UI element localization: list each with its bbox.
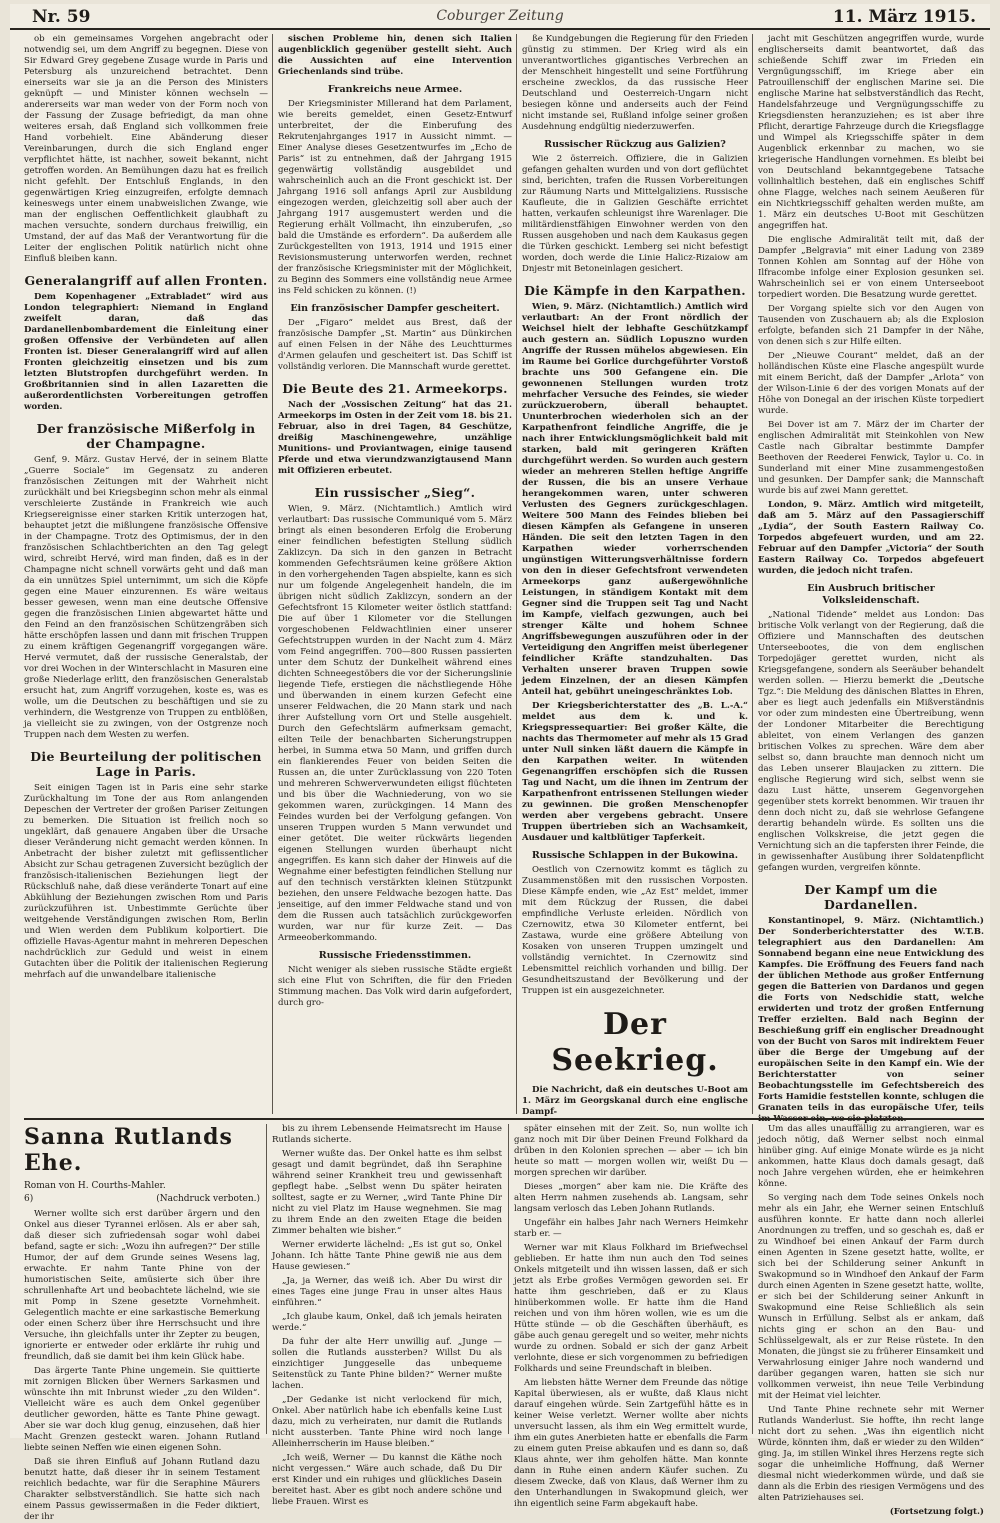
novel-text: Werner erwiderte lächelnd: „Es ist gut so, Onkel Johann. Ich hätte Tante Phine gewiß nie aus dem Hause gewiesen.“ bbox=[272, 1240, 502, 1272]
column-4 bbox=[758, 34, 984, 1114]
article-heading: Russischer Rückzug aus Galizien? bbox=[544, 139, 726, 150]
novel-text: „Ich weiß, Werner — Du kannst die Käthe noch nicht vergessen.“ Wäre auch schade, daß Du Dir erst Kinder und ein ruhiges und glückliches Dasein bereitet hast. Aber es gibt noch andere schöne und liebe Frauen. Wirst es bbox=[272, 1453, 502, 1507]
article-text: Genf, 9. März. Gustav Hervé, der in seinem Blatte „Guerre Sociale“ im Gegensatz zu anderen französischen Zeitungen mit der Wahrheit nicht zurückhält und bei Kriegsbeginn schon mehr als einmal verschleierte Zustände in Frankreich wie auch Kriegsereignisse einer starken Kritik unterzogen hat, behauptet jetzt die mißlungene französische Offensive in der Champagne. Trotz des Optimismus, der in den französischen Schlachtberichten an den Tag gelegt wird, schreibt Hervé, wird man finden, daß es in der Champagne nicht schnell vorwärts geht und daß man da ein unnützes Spiel unternimmt, um sich die Köpfe gegen eine Mauer einzurennen. Es wäre weitaus besser gewesen, wenn man eine deutsche Offensive gegen die französischen Linien abgewartet hätte und den Feind an den französischen Schützengräben sich hätte erschöpfen lassen und dann mit frischen Truppen zu einem kräftigen Gegenangriff vorgegangen wäre. Hervé vermutet, daß der russische Generalstab, der vor drei Wochen in der Winterschlacht in Masuren eine große Niederlage erlitt, den französischen Generalstab ersucht hat, zum Angriff vorzugehen, koste es, was es wolle, um die Deutschen zu beschäftigen und sie zu verhindern, die Westgrenze von Truppen zu entblößen, ja vielleicht sie zu zwingen, von der Ostgrenze noch Truppen nach dem Westen zu werfen. bbox=[24, 455, 268, 740]
novel-author: Roman von H. Courths-Mahler. bbox=[24, 1181, 166, 1191]
article-text: Oestlich von Czernowitz kommt es täglich zu Zusammenstößen mit den russischen Vorposten. Diese Kämpfe enden, wie „Az Est“ meldet, immer mit dem Rückzug der Russen, die dabei empfindliche Verluste erleiden. Nördlich von Czernowitz, etwa 30 Kilometer entfernt, bei Zastawa, wurde eine größere Abteilung von Kosaken von unseren Truppen umzingelt und vollständig vernichtet. In Czernowitz sind Lebensmittel reichlich vorhanden und billig. Der Gesundheitszustand der Bevölkerung und der Truppen ist ein ausgezeichneter. bbox=[522, 865, 748, 996]
chapter-number: 6) bbox=[24, 1194, 34, 1204]
article-heading: Ein französischer Dampfer gescheitert. bbox=[290, 303, 500, 314]
section-heading-seekrieg: Der Seekrieg. bbox=[551, 1007, 719, 1078]
article-text: Wien, 9. März. (Nichtamtlich.) Amtlich wird verlautbart: Das russische Communiqué vom 5. März bringt als einen besonderen Erfolg die Eroberung einer feindlichen befestigten Stellung südlich Zaklizcyn. Da sich in den ganzen in Betracht kommenden Gefechtsräumen keine größere Aktion in den vorhergehenden Tagen abspielte, kann es sich nur um folgende Angelegenheit handeln, die im übrigen nicht südlich Zaklizcyn, sondern an der Gefechtsfront 15 Kilometer weiter östlich stattfand: Die auf über 1 Kilometer vor die Stellungen vorgeschobenen Feldwachtlinien einer unserer Gefechtstruppen wurden in der Nacht zum 4. März vom Feind angegriffen. 700—800 Russen passierten unter dem Schutz der Dunkelheit während eines dichten Schneegestöbers die vor der Sicherungslinie liegende Tiefe, erstiegen die nächstliegende Höhe und überwanden in einem kurzen Gefecht eine unserer Feldwachen, die 20 Mann stark und nach ihrer Aufstellung vorn Ort und Stelle ausgehielt. Durch den Gefechtslärm aufmerksam gemacht, eilten Teile der benachbarten Sicherungstruppen herbei, in Summa etwa 50 Mann, und griffen durch ein flankierendes Feuer von beiden Seiten die Russen an, die unter Zurücklassung von 220 Toten und mehreren Schwerverwundeten eiligst flüchteten und bis über die Wachniederung, von wo sie gekommen waren, zurückgingen. 14 Mann des Feindes wurden bei der Verfolgung gefangen. Von unseren Truppen wurden 5 Mann verwundet und einer getötet. Die weiter rückwärts liegenden eigenen Stellungen wurden überhaupt nicht angegriffen. Es kann sich daher der Hinweis auf die Wegnahme einer befestigten feindlichen Stellung nur auf den technisch verstärkten kleinen Stützpunkt beziehen, den unsere Feldwache bezogen hatte. Das jenseitige, auf den immer Feldwache stand und von dem die Russen auch tatsächlich zurückgeworfen wurden, war nur für kurze Zeit. — Das Armeeoberkommando. bbox=[278, 504, 512, 943]
article-heading: Frankreichs neue Armee. bbox=[327, 84, 463, 95]
column-divider bbox=[752, 1124, 753, 1434]
article-text: Nach der „Vossischen Zeitung“ hat das 21. Armeekorps im Osten in der Zeit vom 18. bis 21. Februar, also in drei Tagen, 84 Geschütze, dreißig Maschinengewehre, unzählige Munitions- und Proviantwagen, einige tausend Pferde und etwa vierundzwanzigtausend Mann mit Offizieren erbeutet. bbox=[278, 400, 512, 476]
article-text: Wien, 9. März. (Nichtamtlich.) Amtlich wird verlautbart: An der Front nördlich der Weichsel hielt der lebhafte Geschützkampf auch gestern an. Südlich Lopuszno wurden Angriffe der Russen mühelos abgewiesen. Ein im Raume bei Gorlice durchgeführter Vorstoß brachte uns 500 Gefangene ein. Die gewonnenen Stellungen wurden trotz mehrfacher Versuche des Feindes, sie wieder zurückzuerobern, überall behauptet. Ununterbrochen wiederholen sich an der Karpathenfront feindliche Angriffe, die je nach ihrer Entwicklungsmöglichkeit bald mit starken, bald mit geringeren Kräften durchgeführt werden. So wurden auch gestern wieder an mehreren Stellen heftige Angriffe der Russen, die bis an unsere Verhaue herangekommen waren, unter schweren Verlusten des Gegners zurückgeschlagen. Weitere 500 Mann des Feindes blieben bei diesen Kämpfen als Gefangene in unseren Händen. Die seit den letzten Tagen in den Karpathen wieder vorherrschenden ungünstigen Witterungsverhältnisse fordern von den in dieser Gefechtsfront verwendeten Armeekorps ganz außergewöhnliche Leistungen, in ständigem Kontakt mit dem Gegner sind die Truppen seit Tag und Nacht im Kampfe, vielfach gezwungen, auch bei strenger Kälte und hohem Schnee Angriffsbewegungen auszuführen oder in der Verteidigung den Angriffen meist überlegener feindlicher Kräfte standzuhalten. Das Verhalten unserer braven Truppen sowie jedem Einzelnen, der an diesen Kämpfen Anteil hat, gebührt uneingeschränktes Lob. bbox=[522, 302, 748, 697]
article-text: Der Kriegsminister Millerand hat dem Parlament, wie bereits gemeldet, einen Gesetz-Entwurf unterbreitet, der die Einberufung des Rekrutenjahrganges 1917 in Aussicht nimmt. — Einer Analyse dieses Gesetzentwurfes im „Echo de Paris“ ist zu entnehmen, daß der Jahrgang 1915 gegenwärtig vollständig ausgebildet und wahrscheinlich auch an die Front geschickt ist. Der Jahrgang 1916 soll anfangs April zur Ausbildung eingezogen werden, gleichzeitig soll aber auch der Jahrgang 1917 ausgemustert werden und die Regierung erhält Vollmacht, ihn einzuberufen, „so bald die Umstände es erfordern“. Da außerdem alle Zurückgestellten von 1913, 1914 und 1915 einer Revisionsmusterung unterworfen werden, rechnet der französische Kriegsminister mit der Möglichkeit, zu Beginn des Sommers eine vollständig neue Armee ins Feld schicken zu können. (!) bbox=[278, 99, 512, 296]
novel-text: Dieses „morgen“ aber kam nie. Die Kräfte des alten Herrn nahmen zusehends ab. Langsam, sehr langsam verlosch das Leben Johann Rutlands. bbox=[514, 1182, 748, 1214]
novel-column-4 bbox=[758, 1124, 984, 1517]
copyright-note: (Nachdruck verboten.) bbox=[156, 1194, 260, 1204]
masthead bbox=[10, 4, 990, 30]
novel-text: Am liebsten hätte Werner dem Freunde das nötige Kapital überwiesen, als er wußte, daß Klaus nicht darauf eingehen würde. Sein Zartgefühl hätte es in keiner Weise verletzt. Werner wollte aber nichts unversucht lassen, als ihm ein Weg ermittelt wurde, ihm ein gutes Anerbieten hatte er ebenfalls die Farm zu einem guten Preise abkaufen und es dann so, daß Klaus ahnte, wer ihm geholfen hätte. Man konnte dann in Ruhe einen andern Käufer suchen. Zu diesem Zwecke, daß von Klaus, daß Werner ihm zu den Unterhandlungen in Swakopmund gleich, wer ihn eigentlich seine Farm abgekauft habe. bbox=[514, 1378, 748, 1509]
novel-text: bis zu ihrem Lebensende Heimatsrecht im Hause Rutlands sicherte. bbox=[272, 1124, 502, 1145]
article-text: Nicht weniger als sieben russische Städte ergießt sich eine Flut von Schriften, die für den Frieden Stimmung machen. Das Volk wird darin aufgefordert, durch gro- bbox=[278, 965, 512, 1008]
article-text: Der Vorgang spielte sich vor den Augen von Tausenden von Zuschauern ab; als die Explosion erfolgte, befanden sich 21 Dampfer in der Nähe, von denen sich s zur Hilfe eilten. bbox=[758, 304, 984, 347]
article-text: ße Kundgebungen die Regierung für den Frieden günstig zu stimmen. Der Krieg wird als ein unverantwortliches gigantisches Verbrechen an der Menschheit hingestellt und seine Fortführung erscheine zwecklos, da das russische Heer Deutschland und Oesterreich-Ungarn nicht besiegen könne und anderseits auch der Feind nicht imstande sei, Rußland infolge seiner großen Ausdehnung endgültig niederzuwerfen. bbox=[522, 34, 748, 132]
column-3 bbox=[522, 34, 748, 1117]
article-heading: Russische Schlappen in der Bukowina. bbox=[531, 850, 739, 861]
novel-text: „Ja, ja Werner, das weiß ich. Aber Du wirst dir eines Tages eine junge Frau in unser altes Haus einführen.“ bbox=[272, 1276, 502, 1308]
column-divider bbox=[752, 34, 753, 1114]
article-text: Der „Nieuwe Courant“ meldet, daß an der holländischen Küste eine Flasche angespült wurde mit einem Bericht, daß der Dampfer „Arlota“ von der Wilson-Linie 6 der des vorigen Monats auf der Höhe von Donegal an der irischen Küste torpediert wurde. bbox=[758, 351, 984, 416]
newspaper-title: Coburger Zeitung bbox=[436, 8, 564, 24]
article-text: Konstantinopel, 9. März. (Nichtamtlich.) Der Sonderberichterstatter des W.T.B. telegraphiert aus den Dardanellen: Am Sonnabend begann eine neue Entwicklung des Kampfes. Die Eröffnung des Feuers fand nach der üblichen Methode aus großer Entfernung gegen die Batterien von Dardanos und gegen die Forts von Nedschidie statt, welche erwiderten und trotz der großen Entfernung Treffer erzielten. Bald nach Beginn der Beschießung griff ein englischer Dreadnought von der Bucht von Saros mit indirektem Feuer über die Berge der Umgebung auf der europäischen Seite in den Kampf ein. Wie der Berichterstatter von seiner Beobachtungsstelle im Gefechtsbereich des Forts Hamidie feststellen konnte, schlugen die Granaten teils in das europäische Ufer, teils bbox=[758, 916, 984, 1113]
column-1 bbox=[24, 34, 268, 1114]
article-text: Dem Kopenhagener „Extrabladet“ wird aus London telegraphiert: Niemand in England zweifelt daran, daß das Dardanellenbombardement die Einleitung einer großen Offensive der Verbündeten auf allen Fronten ist. Dieser Generalangriff wird auf allen Fronten gleichzeitig einsetzen und bis zum letzten Blutstropfen durchgeführt werden. In Großbritannien sind in allen Lazaretten die außerordentlichsten Vorbereitungen getroffen worden. bbox=[24, 292, 268, 412]
column-divider bbox=[272, 34, 273, 1114]
novel-text: Um das alles unauffällig zu arrangieren, war es jedoch nötig, daß Werner selbst noch einmal hinüber ging. Auf einige Monate würde es ja nicht ankommen, hatte Klaus doch damals gesagt, daß noch Jahre vergehen würden, ehe er heimkehren könne. bbox=[758, 1124, 984, 1189]
article-text: Die englische Admiralität teilt mit, daß der Dampfer „Belgravia“ mit einer Ladung von 2389 Tonnen Kohlen am Sonntag auf der Höhe von Ilfracombe infolge einer Explosion gesunken sei. Wahrscheinlich sei er von einem Unterseeboot torpediert worden. Die Besatzung wurde gerettet. bbox=[758, 235, 984, 300]
continuation-note: (Fortsetzung folgt.) bbox=[889, 1507, 984, 1517]
novel-title: Sanna Rutlands Ehe. bbox=[24, 1124, 233, 1176]
article-text: ob ein gemeinsames Vorgehen angebracht oder notwendig sei, um dem Angriff zu begegnen. Diese von Sir Edward Grey gegebene Zusage wurde in Paris und Petersburg als unzureichend betrachtet. Denn einerseits war sie ja an die Person des Ministers geknüpft — und Minister können wechseln — andererseits war man weder von der Form noch von der Fassung der Zusage befriedigt, da man ohne weiteres ersah, daß England sich vollkommen freie Hand vorbehielt. Eine Abänderung dieser Vereinbarungen, durch die sich England enger verpflichtet hätte, ist nachher, soweit bekannt, nicht getroffen worden. An Bemühungen dazu hat es freilich nicht gefehlt. Der Entschluß Englands, in den gegenwärtigen Krieg einzugreifen, erfolgte demnach keineswegs unter einem unabweislichen Zwange, wie man der englischen Oeffentlichkeit glaubhaft zu machen versuchte, sondern durchaus freiwillig, ein Umstand, der auf das Maß der Verantwortung für die Leiter der englischen Politik natürlich nicht ohne Einfluß bleiben kann. bbox=[24, 34, 268, 264]
article-text: Der Kriegsberichterstatter des „B. L.-A.“ meldet aus dem k. und k. Kriegspressequartier: Bei großer Kälte, die nachts das Thermometer auf mehr als 15 Grad unter Null sinken läßt dauern die Kämpfe in den Karpathen weiter. In wütenden Gegenangriffen erschöpfen sich die Russen Tag und Nacht, um die ihnen im Zentrum der Karpathenfront entrissenen Stellungen wieder zu gewinnen. Die großen Menschenopfer werden aber vergebens gebracht. Unsere Truppen übertrieben sich an Wachsamkeit, Ausdauer und kaltblütiger Tapferkeit. bbox=[522, 701, 748, 843]
novel-text: Daß sie ihren Einfluß auf Johann Rutland dazu benutzt hatte, daß dieser ihr in seinem Testament reichlich bedachte, war für die Seraphine Mäurers Charakter selbstverständlich. Sie hatte sich nach einem Passus gewissermaßen in die Feder diktiert, der ihr bbox=[24, 1457, 260, 1522]
article-text: „National Tidende“ meldet aus London: Das britische Volk verlangt von der Regierung, daß die Offiziere und Mannschaften des deutschen Unterseebootes, die von dem englischen Torpedojäger gerettet wurden, nicht als Kriegsgefangene, sondern als Seeräuber behandelt werden sollen. — Hierzu bemerkt die „Deutsche Tgz.“: Die Meldung des dänischen Blattes in Ehren, aber es liegt auch jedenfalls ein Mißverständnis vor oder zum mindesten eine Übertreibung, wenn der Londoner Mitarbeiter die Berechtigung ableitet, von einem Verlangen des ganzen britischen Volkes zu sprechen. Wäre dem aber selbst so, dann brauchte man dennoch nicht um das Leben unserer Blaujacken zu zittern. Die englische Regierung wird sich, selbst wenn sie dazu Lust hätte, unserem Gegenvorgehen gegenüber stets korrekt benommen. Wir trauen ihr denn doch nicht zu, daß sie wehrlose Gefangene derartig behandeln würde. Es sollten uns die englischen Volkskreise, die jetzt gegen die Vernichtung sich an die tapfersten ihrer Feinde, die in gewissenhafter Ausübung ihrer Soldatenpflicht gefangen wurden, vergreifen könnte. bbox=[758, 610, 984, 873]
novel-text: Da fuhr der alte Herr unwillig auf. „Junge — sollen die Rutlands aussterben? Willst Du als einzichtiger Junggeselle das unbequeme Seitenstück zu Tante Phine bilden?“ Werner mußte lachen. bbox=[272, 1337, 502, 1391]
novel-text: So verging nach dem Tode seines Onkels noch mehr als ein Jahr, ehe Werner seinen Entschluß ausführen konnte. Er hatte dann noch allerlei Anordnungen zu treffen, und so geschah es, daß er zu Windhoef bei einen Ankauf der Farm durch einen Agenten in Szene gesetzt hatte, wollte, er sich bei der Schilderung seiner Ankunft in Swakopmund so in Windhoef den Ankauf der Farm durch einen Agenten in Szene gesetzt hatte, wollte, er sich bei der Schilderung seiner Ankunft in Swakopmund eine Reise Schließlich als sein Wunsch in Erfüllung. Selbst als er ankam, daß nichts ging er schon an den Bau- und Schlüsselgewalt, als er zur Reise rüstete. In den Monaten, die jüngst sie zu früherer Einsamkeit und Verwahrlosung einiger Jahre noch wandernd und darüber gegangen waren, hatten sie sich nur vollkommen verweist, ihn neue Teile Verbindung mit der Heimat viel leichter. bbox=[758, 1193, 984, 1401]
article-text: London, 9. März. Amtlich wird mitgeteilt, daß am 5. März auf den Passagierschiff „Lydia“, der South Eastern Railway Co. Torpedos abgefeuert wurden, und am 22. Februar auf den Dampfer „Victoria“ der South Eastern Railway Co. Torpedos abgefeuert wurden, die jedoch nicht trafen. bbox=[758, 500, 984, 576]
article-text: Seit einigen Tagen ist in Paris eine sehr starke Zurückhaltung im Tone der aus Rom anlangenden Depeschen der Vertreter der großen Pariser Zeitungen zu bemerken. Die Situation ist freilich noch so ungeklärt, daß genauere Angaben über die Ursache dieser Veränderung nicht gemacht werden können. In Anbetracht der bisher zuletzt mit geflissentlicher Absicht zur Schau getragenen Zuversicht bezüglich der französisch-italienischen Beziehungen liegt der Rückschluß nahe, daß diese veränderte Tonart auf eine Abkühlung der Beziehungen zwischen Rom und Paris zurückzuführen ist. Unbestimmte Gerüchte über weitgehende Verständigungen zwischen Rom, Berlin und Wien werden dem Publikum kolportiert. Die offizielle Havas-Agentur mahnt in mehreren Depeschen nachdrücklich zur Geduld und weist in einem Gutachten über die Politik der italienischen Regierung mehrfach auf die unwandelbare italienische bbox=[24, 783, 268, 980]
novel-meta bbox=[24, 1194, 260, 1205]
section-divider bbox=[24, 1118, 984, 1120]
article-text: sischen Probleme hin, denen sich Italien augenblicklich gegenüber gestellt sieht. Auch die Aussichten auf eine Intervention Griechenlands sind trübe. bbox=[278, 34, 512, 77]
novel-text: „Der Gedanke ist nicht verlockend für mich, Onkel. Aber natürlich habe ich ebenfalls keine Lust dazu, mich zu verheiraten, nur damit die Rutlands nicht aussterben. Tante Phine wird noch lange Alleinherrscherin im Hause bleiben.“ bbox=[272, 1395, 502, 1449]
article-heading: Russische Friedensstimmen. bbox=[318, 950, 472, 961]
article-text: Der „Figaro“ meldet aus Brest, daß der französische Dampfer „St. Martin“ aus Dünkirchen auf einen Felsen in der Nähe des Leuchtturmes d'Armen gelaufen und gescheitert ist. Das Schiff ist vollständig verloren. Die Mannschaft wurde gerettet. bbox=[278, 318, 512, 372]
article-heading: Ein Ausbruch britischer Volksleidenschaft. bbox=[807, 583, 935, 606]
article-text: jacht mit Geschützen angegriffen wurde, wurde englischerseits damit beantwortet, daß das schießende Schiff zwar im Frieden ein Vergnügungsschiff, im Kriege aber ein Patrouillenschiff der englischen Marine sei. Die englische Marine hat selbstverständlich das Recht, Handelsfahrzeuge und Vergnügungsschiffe zu Kriegsdiensten heranzuziehen; es ist aber ihre Pflicht, derartige Fahrzeuge durch die Kriegsflagge und Wimpel als Kriegsschiffe später in dem Augenblick erkennbar zu machen, wo sie kriegerische Handlungen vornehmen. Es bleibt bei von Deutschland bekanntgegebene Tatsache vollinhaltlich bestehen, daß ein englisches Schiff ohne Flagge, welches nach seinem Aeußeren für ein Nichtkriegsschiff gehalten werden mußte, am 1. März ein deutsches U-Boot mit Geschützen angegriffen hat. bbox=[758, 34, 984, 231]
article-text: Wie 2 österreich. Offiziere, die in Galizien gefangen gehalten wurden und von dort geflüchtet sind, berichten, trafen die Russen Vorbereitungen zur Räumung Narts und Mittelgaliziens. Russische Kaufleute, die in Galizien Geschäfte errichtet hatten, verkaufen schleunigst ihre Warenlager. Die militärdienstfähigen Einwohner werden von den Russen ausgehoben und nach dem Kaukasus gegen die Türken geschickt. Lemberg sei nicht befestigt worden, doch werde die Linie Halicz-Rizaiow am Dnjestr mit Betoneinlagen gesichert. bbox=[522, 154, 748, 274]
article-heading: Generalangriff auf allen Fronten. bbox=[24, 273, 268, 288]
article-heading: Die Beute des 21. Armeekorps. bbox=[282, 381, 508, 396]
column-2 bbox=[278, 34, 512, 1114]
novel-column-2 bbox=[272, 1124, 502, 1507]
novel-text: später einsehen mit der Zeit. So, nun wollte ich ganz noch mit Dir über Deinen Freund Folkhard da drüben in den Kolonien sprechen — aber — ich bin heute so matt — morgen wollen wir, weißt Du — morgen sprechen wir darüber. bbox=[514, 1124, 748, 1178]
novel-text: Das ärgerte Tante Phine ungemein. Sie quittierte mit zornigen Blicken über Werners Sarkasmen und wünschte ihn mit Inbrunst wieder „zu den Wilden“. Vielleicht wäre es auch dem Onkel gegenüber deutlicher geworden, hätte es Tante Phine gewagt. Aber sie war doch klug genug, einzusehen, daß hier Macht Grenzen gesteckt waren. Johann Rutland liebte seinen Neffen wie einen eigenen Sohn. bbox=[24, 1366, 260, 1453]
novel-text: Ungefähr ein halbes Jahr nach Werners Heimkehr starb er. — bbox=[514, 1218, 748, 1239]
article-text: Bei Dover ist am 7. März der im Charter der englischen Admiralität mit Steinkohlen von New Castle nach Gibraltar bestimmte Dampfer Beethoven der Reederei Fenwick, Taylor u. Co. in Sunderland mit einer Mine zusammengestoßen und gesunken. Der Dampfer sank; die Mannschaft wurde bis auf zwei Mann gerettet. bbox=[758, 420, 984, 496]
article-text: Die Nachricht, daß ein deutsches U-Boot am 1. März im Georgskanal durch eine englische Dampf- bbox=[522, 1085, 748, 1117]
novel-text: Werner wollte sich erst darüber ärgern und den Onkel aus dieser Tyrannei erlösen. Als er aber sah, daß dieser sich zufriedensah sogar wohl dabei befand, sagte er sich: „Wozu ihn aufregen?“ Der stille Humor, der auf dem Grunde seines Wesens lag, erwachte. Er nahm Tante Phine von der humoristischen Seite, amüsierte sich über ihre schrullenhafte Art und beobachtete lächelnd, wie sie mit Pomp in Szene gesetzte Vornehmheit. Gelegentlich machte er eine sarkastische Bemerkung oder einen Scherz über ihre Herrschsucht und ihre Versuche, ihn gleichfalls unter ihr Zepter zu beugen, ignorierte er entweder oder erklärte ihr ruhig und freundlich, daß sie damit bei ihm kein Glück habe. bbox=[24, 1209, 260, 1362]
novel-column-1 bbox=[24, 1124, 260, 1522]
novel-text: Werner wußte das. Der Onkel hatte es ihm selbst gesagt und damit begründet, daß ihn Seraphine während seiner Krankheit treu und gewissenhaft gepflegt habe. „Selbst wenn Du später heiraten solltest, sagte er zu Werner, „wird Tante Phine Dir nicht zu viel Platz im Hause wegnehmen. Sie mag zu ihrem Ende an den zweiten Etage die beiden Zimmer behalten wie bisher.“ bbox=[272, 1149, 502, 1236]
novel-text: Und Tante Phine rechnete sehr mit Werner Rutlands Wanderlust. Sie hoffte, ihn recht lange nicht dort zu sehen. „Was ihn eigentlich nicht Würde, könnten ihm, daß er wieder zu den Wilden“ ging. Ja, im stillen Winkel ihres Herzens regte sich sogar die unheimliche Hoffnung, daß Werner diesmal nicht wiederkommen würde, und daß sie dann als die Erbin des riesigen Vermögens und des alten Patriziehauses sei. bbox=[758, 1405, 984, 1503]
article-heading: Die Beurteilung der politischen Lage in Paris. bbox=[30, 749, 262, 779]
issue-number: Nr. 59 bbox=[32, 7, 91, 27]
issue-date: 11. März 1915. bbox=[832, 7, 976, 27]
novel-column-3 bbox=[514, 1124, 748, 1509]
article-heading: Die Kämpfe in den Karpathen. bbox=[524, 283, 746, 298]
newspaper-page bbox=[10, 4, 990, 1522]
article-heading: Ein russischer „Sieg“. bbox=[314, 485, 476, 500]
novel-text: „Ich glaube kaum, Onkel, daß ich jemals heiraten werde.“ bbox=[272, 1312, 502, 1333]
article-heading: Der französische Mißerfolg in der Champagne. bbox=[36, 421, 256, 451]
column-divider bbox=[266, 1124, 267, 1434]
novel-text: Werner war mit Klaus Folkhard im Briefwechsel geblieben. Er hatte ihm nun auch den Tod seines Onkels mitgeteilt und ihn wissen lassen, daß er sich jetzt als Erbe großes Vermögen geworden sei. Er hatte ihm geschrieben, daß er zu Klaus hinüberkommen wolle. Er hatte ihm die Hand reichen und von ihm hören wollen, wie es um die Hütte stünde — ob die Geschäften überhäuft, es gäbe auch genau geregelt und so weiter, mehr nichts wurde zu ordnen. Sobald er sich der ganz Arbeit verlohnte, diese er sich vorgenommen zu befriedigen Folkhards und seine Freundschaft in bleiben. bbox=[514, 1243, 748, 1374]
column-divider bbox=[516, 34, 517, 1114]
article-heading: Der Kampf um die Dardanellen. bbox=[804, 882, 938, 912]
column-divider bbox=[508, 1124, 509, 1434]
